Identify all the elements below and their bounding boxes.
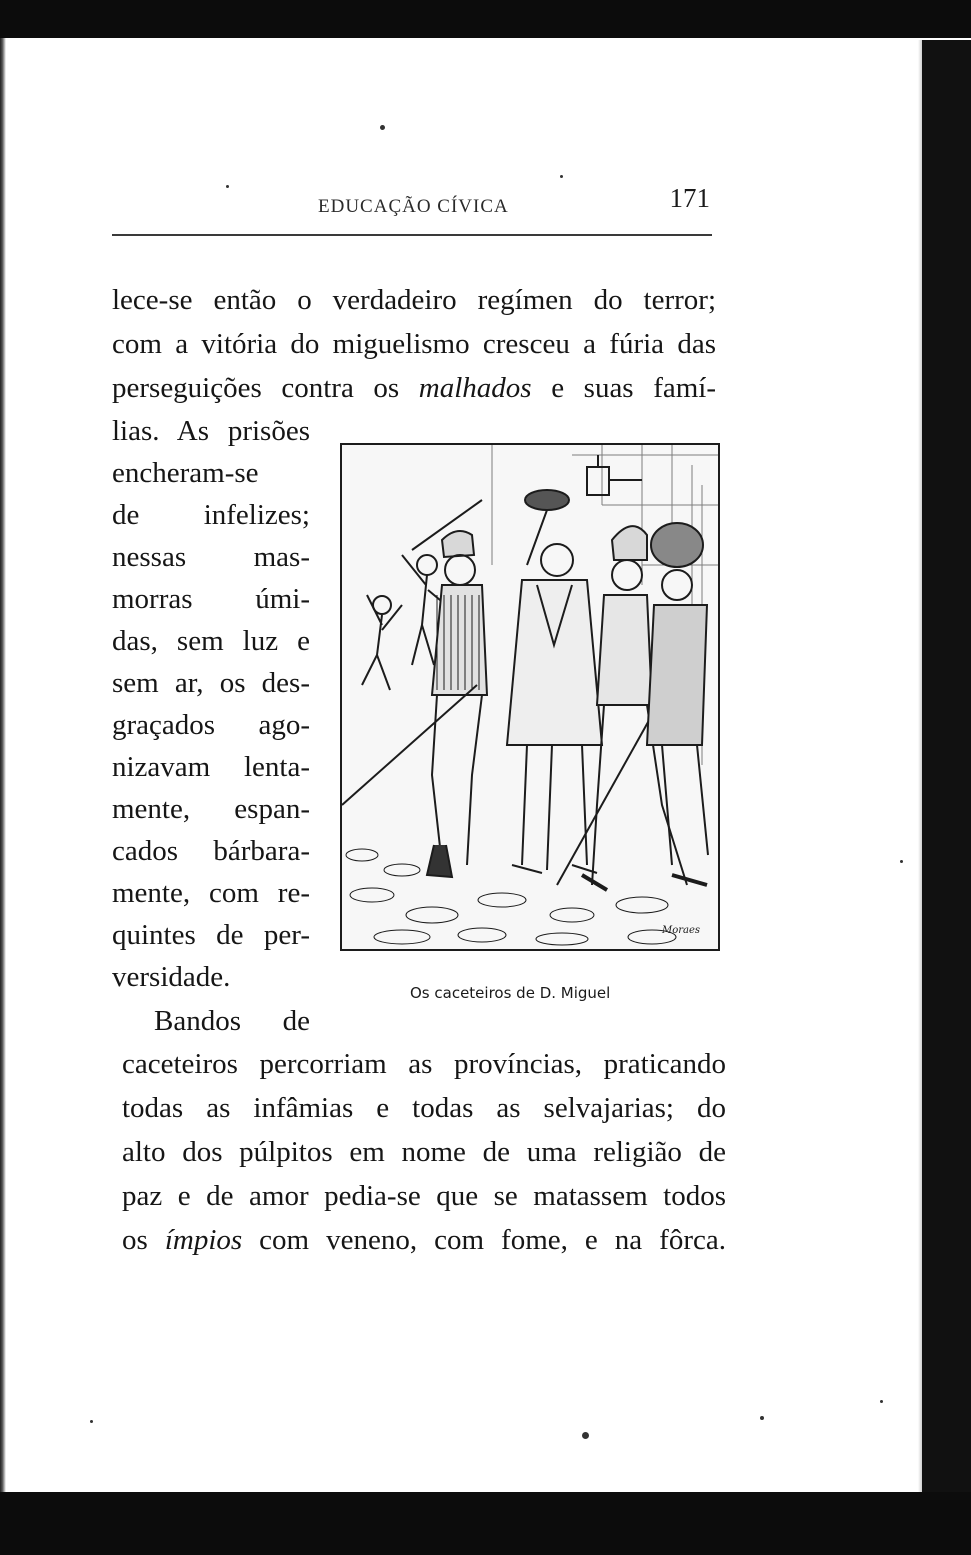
scan-bottom-border [0, 1492, 971, 1555]
narrow-line: mente, espan- [112, 793, 310, 825]
italic-word-impios: ímpios [164, 1224, 243, 1256]
page-number: 171 [669, 183, 710, 213]
illustration-drawing [342, 445, 718, 949]
figure-caption: Os caceteiros de D. Miguel [410, 984, 611, 1002]
body-line: alto dos púlpitos em nome de uma religião de [122, 1136, 726, 1168]
text-line-3-before: perseguições contra os [112, 372, 419, 404]
scan-left-edge [0, 38, 6, 1492]
body-last-line [122, 1218, 726, 1262]
last-line-before: os [122, 1224, 165, 1256]
narrow-line: mente, com re- [112, 877, 310, 909]
narrow-line: lias. As prisões [112, 415, 310, 447]
artist-signature: Moraes [662, 925, 701, 936]
illustration-caceteiros [340, 443, 720, 951]
text-line-3-after: e suas famí- [531, 372, 716, 404]
narrow-line: das, sem luz e [112, 625, 310, 657]
page-header [112, 183, 712, 223]
body-line: paz e de amor pedia-se que se matassem todos [122, 1180, 726, 1212]
narrow-line: nessas mas- [112, 541, 310, 573]
narrow-line: graçados ago- [112, 709, 310, 741]
scan-top-border [0, 0, 971, 38]
running-title: EDUCAÇÃO CÍVICA [318, 196, 509, 217]
last-line-after: com veneno, com fome, e na fôrca. [242, 1224, 726, 1256]
text-line-3 [112, 365, 716, 411]
body-line: todas as infâmias e todas as selvajarias; do [122, 1092, 726, 1124]
narrow-line: cados bárbara- [112, 835, 310, 867]
body-line: caceteiros percorriam as províncias, praticando [122, 1048, 726, 1080]
narrow-line: de infelizes; [112, 499, 310, 531]
italic-word-malhados: malhados [418, 372, 532, 404]
text-line-2: com a vitória do miguelismo cresceu a fúria das [112, 328, 716, 360]
text-line-1: lece-se então o verdadeiro regímen do terror; [112, 284, 716, 316]
narrow-line: versidade. [112, 961, 231, 993]
narrow-line: sem ar, os des- [112, 667, 310, 699]
narrow-line: quintes de per- [112, 919, 310, 951]
narrow-line: morras úmi- [112, 583, 310, 615]
paragraph-start-line: Bandos de [154, 1005, 310, 1037]
header-rule [112, 234, 712, 236]
scan-right-border [922, 40, 971, 1492]
narrow-line: nizavam lenta- [112, 751, 310, 783]
narrow-line: encheram-se [112, 457, 259, 489]
